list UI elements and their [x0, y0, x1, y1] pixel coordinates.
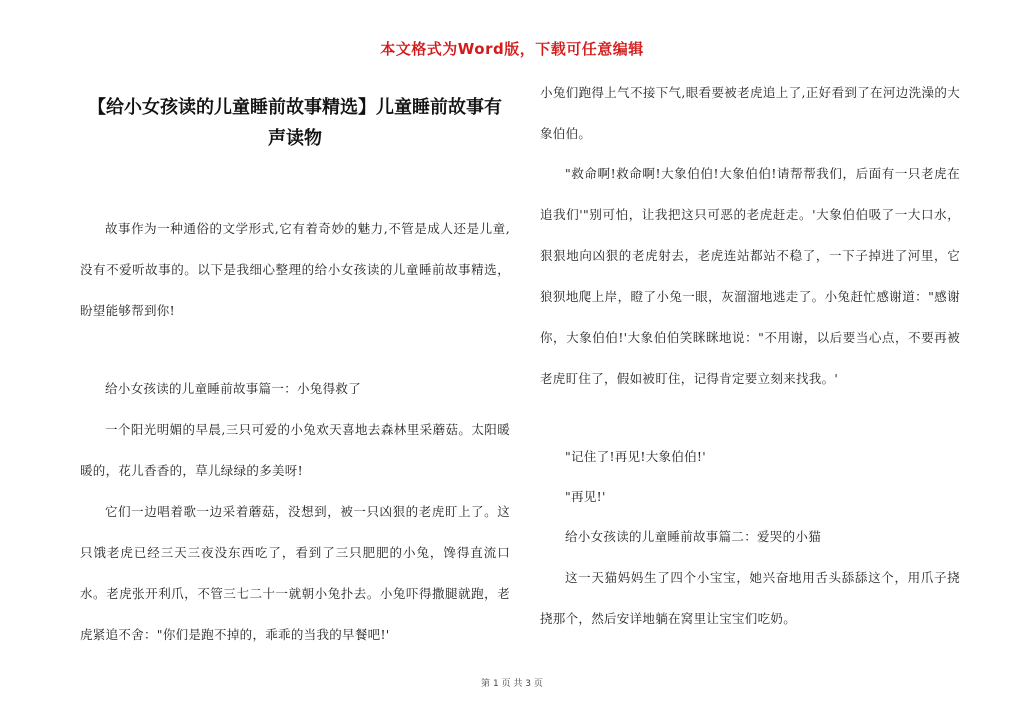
story-one-paragraph-2: 它们一边唱着歌一边采着蘑菇，没想到，被一只凶狠的老虎盯上了。这只饿老虎已经三天三夜没东西吃了，看到了三只肥肥的小兔，馋得直流口水。老虎张开利爪，不管三七二十一就朝小兔扑去。小兔吓得撒腿就跑，老虎紧追不舍："你们是跑不掉的，乖乖的当我的早餐吧!'	[80, 504, 510, 642]
story-one-paragraph-1: 一个阳光明媚的早晨,三只可爱的小兔欢天喜地去森林里采蘑菇。太阳暖暖的，花儿香香的，草儿绿绿的多美呀!	[80, 422, 510, 478]
story-one-heading: 给小女孩读的儿童睡前故事篇一：小兔得救了	[105, 381, 362, 396]
story-one-paragraph-4: "救命啊!救命啊!大象伯伯!大象伯伯!请帮帮我们，后面有一只老虎在追我们'"别可怕，让我把这只可恶的老虎赶走。'大象伯伯吸了一大口水，狠狠地向凶狠的老虎射去，老虎连站都站不稳了，一下子掉进了河里，它狼狈地爬上岸，瞪了小兔一眼，灰溜溜地逃走了。小兔赶忙感谢道："感谢你，大象伯伯!'大象伯伯笑眯眯地说："不用谢，以后要当心点，不要再被老虎盯住了，假如被盯住，记得肯定要立刻来找我。'	[540, 166, 960, 386]
story-one-paragraph-5: "记住了!再见!大象伯伯!'	[565, 449, 706, 464]
story-one-paragraph-6: "再见!'	[565, 489, 606, 504]
document-title: 【给小女孩读的儿童睡前故事精选】儿童睡前故事有声读物	[88, 97, 502, 149]
intro-paragraph: 故事作为一种通俗的文学形式,它有着奇妙的魅力,不管是成人还是儿童,没有不爱听故事的。以下是我细心整理的给小女孩读的儿童睡前故事精选，盼望能够帮到你!	[80, 221, 510, 318]
story-two-heading: 给小女孩读的儿童睡前故事篇二：爱哭的小猫	[565, 529, 822, 544]
story-one-paragraph-3: 小兔们跑得上气不接下气,眼看要被老虎追上了,正好看到了在河边洗澡的大象伯伯。	[540, 85, 960, 141]
page-footer: 第 1 页 共 3 页	[481, 679, 543, 689]
story-two-paragraph-1: 这一天猫妈妈生了四个小宝宝，她兴奋地用舌头舔舔这个，用爪子挠挠那个，然后安详地躺在窝里让宝宝们吃奶。	[540, 570, 960, 626]
word-format-banner: 本文格式为Word版，下载可任意编辑	[380, 40, 644, 58]
